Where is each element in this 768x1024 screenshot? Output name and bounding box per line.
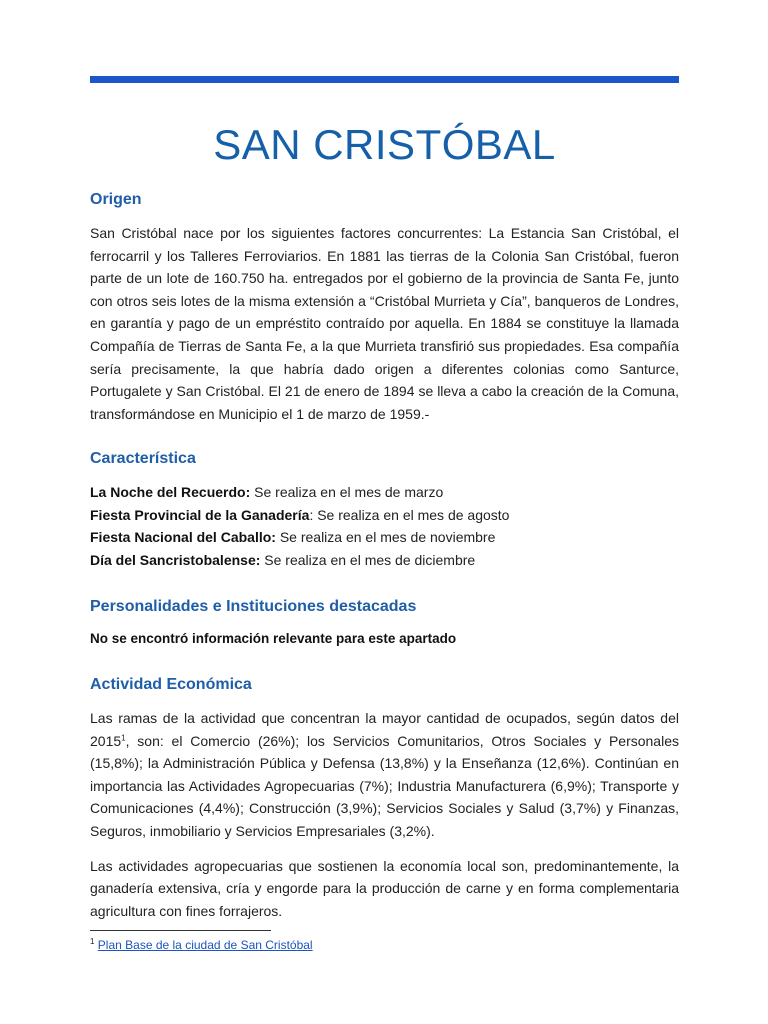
heading-actividad-economica: Actividad Económica xyxy=(90,675,252,693)
document-page xyxy=(90,76,679,922)
event-name: Fiesta Provincial de la Ganadería xyxy=(90,506,310,523)
event-name: Día del Sancristobalense: xyxy=(90,551,261,568)
event-description: Se realiza en el mes de diciembre xyxy=(260,551,476,568)
list-item xyxy=(90,481,679,503)
event-name: Fiesta Nacional del Caballo: xyxy=(90,529,276,546)
heading-origen: Origen xyxy=(90,191,142,208)
footnote xyxy=(90,937,679,953)
event-description: : Se realiza en el mes de agosto xyxy=(309,506,510,523)
actividad-paragraph-1 xyxy=(90,707,679,843)
personalidades-note: No se encontró información relevante para este apartado xyxy=(90,630,457,646)
document-title: SAN CRISTÓBAL xyxy=(213,121,556,168)
list-item xyxy=(90,526,679,548)
actividad-text-end: , son: el Comercio (26%); los Servicios Comunitarios, Otros Sociales y Personales (15,8%); la Administración Pública y Defensa (13,8%) y la Enseñanza (12,6%). Continúan en importancia las Actividades Agropecuarias (7%); Industria Manufacturera (6,9%); Transporte y Comunicaciones (4,4%); Construcción (3,9%); Servicios Sociales y Salud (3,7%) y Finanzas, Seguros, inmobiliario y Servicios Empresariales (3,2%). xyxy=(90,732,679,839)
origen-paragraph: San Cristóbal nace por los siguientes factores concurrentes: La Estancia San Cristóbal, el ferrocarril y los Talleres Ferroviarios. En 1881 las tierras de la Colonia San Cristóbal, fueron parte de un lote de 160.750 ha. entregados por el gobierno de la provincia de Santa Fe, junto con otros seis lotes de la misma extensión a “Cristóbal Murrieta y Cía”, banqueros de Londres, en garantía y pago de un empréstito contraído por aquella. En 1884 se constituye la llamada Compañía de Tierras de Santa Fe, a la que Murrieta transfirió sus propiedades. Esa compañía sería precisamente, la que habría dado origen a diferentes colonias como Santurce, Portugalete y San Cristóbal. El 21 de enero de 1894 se lleva a cabo la creación de la Comuna, transformándose en Municipio el 1 de marzo de 1959.- xyxy=(90,225,679,422)
events-list xyxy=(90,481,679,571)
event-name: La Noche del Recuerdo: xyxy=(90,484,251,501)
footnote-divider xyxy=(90,930,271,931)
actividad-text-start: Las ramas de la actividad que concentran la mayor cantidad de ocupados, según datos del 2015 xyxy=(90,709,679,749)
heading-personalidades: Personalidades e Instituciones destacadas xyxy=(90,597,417,615)
event-description: Se realiza en el mes de marzo xyxy=(250,484,444,501)
list-item xyxy=(90,504,679,526)
event-description: Se realiza en el mes de noviembre xyxy=(275,529,496,546)
top-accent-rule xyxy=(90,76,679,83)
footnote-number: 1 xyxy=(90,937,95,946)
footnote-area xyxy=(90,930,679,953)
footnote-reference: 1 xyxy=(121,732,126,742)
footnote-source-link[interactable]: Plan Base de la ciudad de San Cristóbal xyxy=(97,938,313,952)
actividad-paragraph-2: Las actividades agropecuarias que sostienen la economía local son, predominantemente, la ganadería extensiva, cría y engorde para la producción de carne y en forma complementaria agricultura con fines forrajeros. xyxy=(90,857,679,919)
list-item xyxy=(90,549,679,571)
heading-caracteristica: Característica xyxy=(90,450,196,468)
